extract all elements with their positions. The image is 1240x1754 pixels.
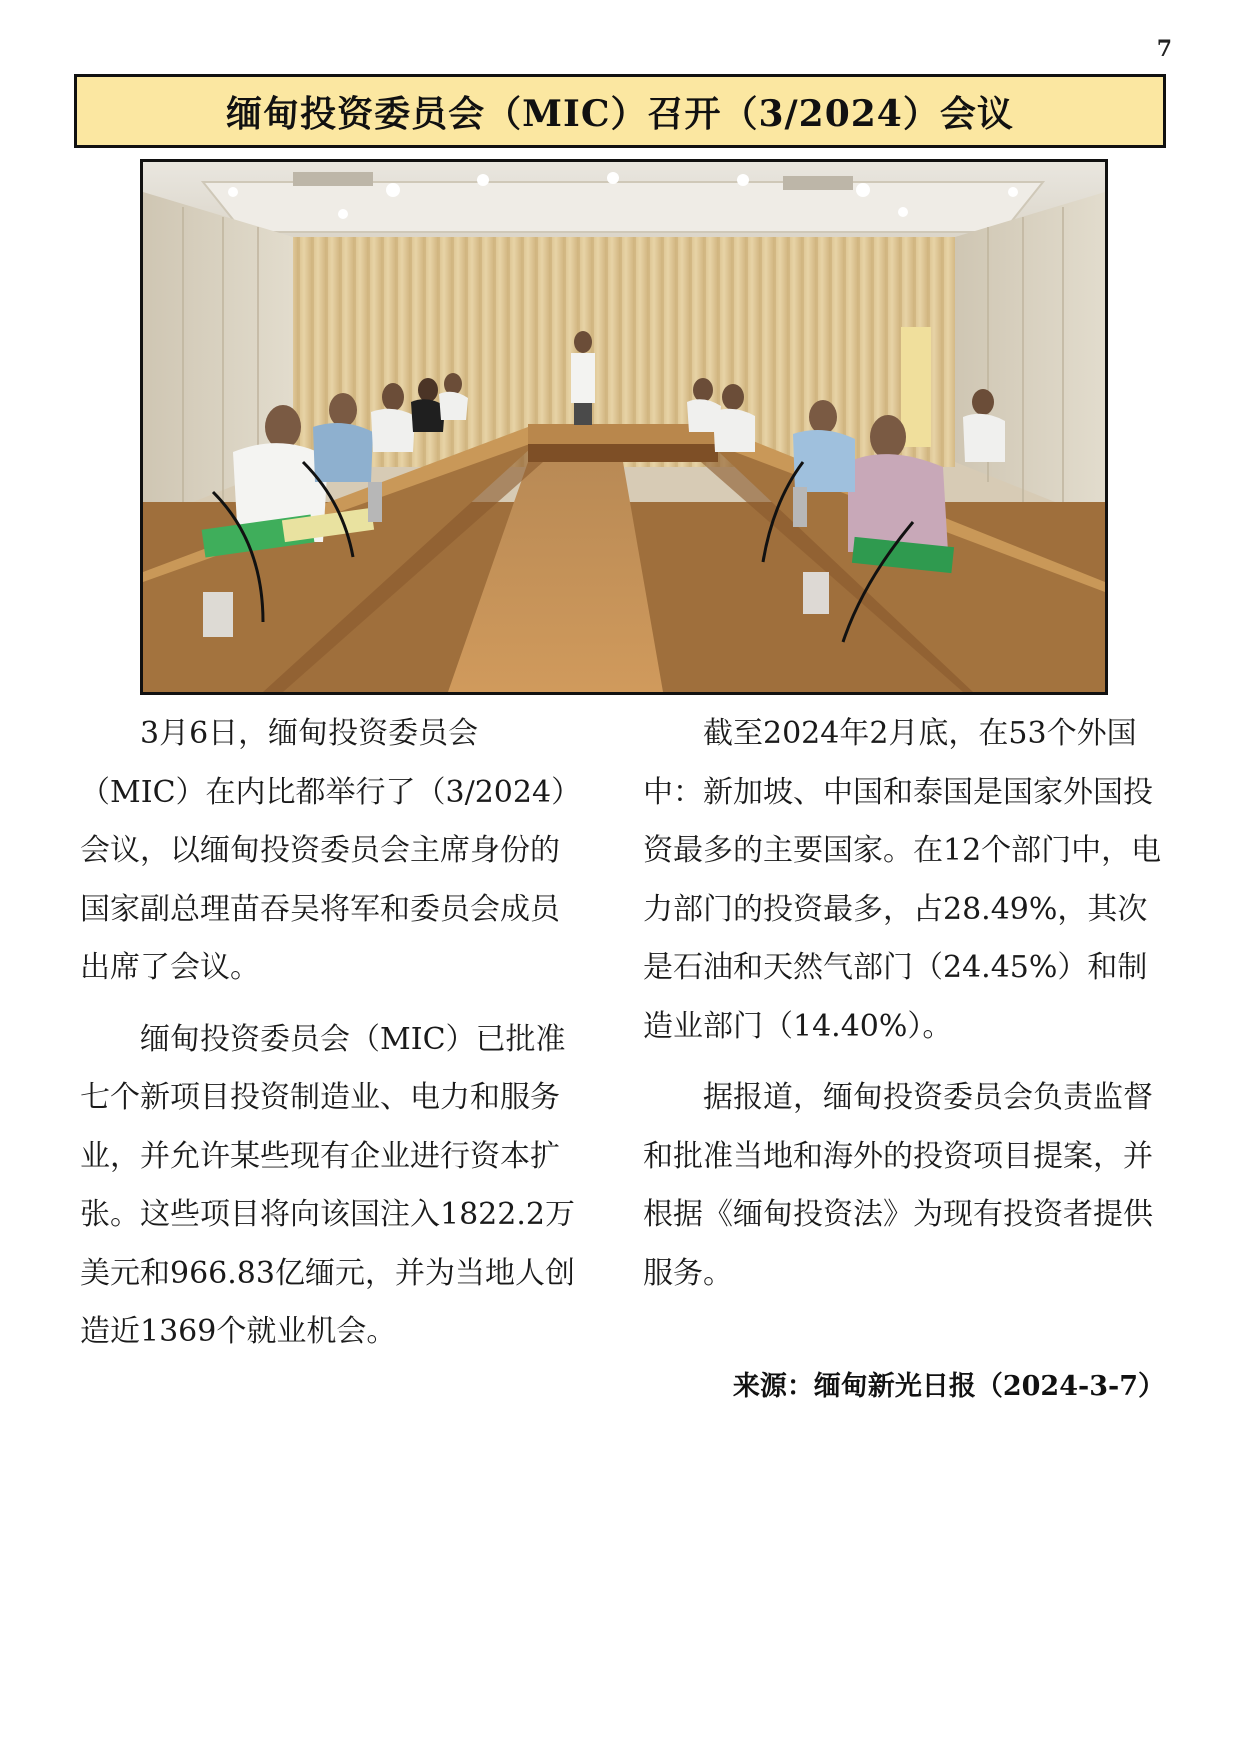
meeting-room-illustration bbox=[143, 162, 1105, 692]
article-left-column bbox=[80, 705, 585, 1375]
paragraph: 据报道，缅甸投资委员会负责监督和批准当地和海外的投资项目提案，并根据《缅甸投资法》为现有投资者提供服务。 bbox=[643, 1080, 1153, 1291]
article-right-column bbox=[643, 705, 1163, 1316]
article-title: 缅甸投资委员会（MIC）召开（3/2024）会议 bbox=[226, 92, 1014, 135]
meeting-photo bbox=[140, 159, 1108, 695]
paragraph: 3月6日，缅甸投资委员会（MIC）在内比都举行了（3/2024）会议，以缅甸投资委员会主席身份的国家副总理苗吞吴将军和委员会成员出席了会议。 bbox=[80, 716, 582, 985]
title-banner bbox=[74, 74, 1166, 148]
paragraph: 截至2024年2月底，在53个外国中：新加坡、中国和泰国是国家外国投资最多的主要国家。在12个部门中，电力部门的投资最多，占28.49%，其次是石油和天然气部门（24.45%）和制造业部门（14.40%）。 bbox=[643, 716, 1162, 1044]
source-citation: 来源：缅甸新光日报（2024-3-7） bbox=[732, 1371, 1165, 1402]
page-number: 7 bbox=[1156, 36, 1172, 62]
paragraph: 缅甸投资委员会（MIC）已批准七个新项目投资制造业、电力和服务业，并允许某些现有企业进行资本扩张。这些项目将向该国注入1822.2万美元和966.83亿缅元，并为当地人创造近1369个就业机会。 bbox=[80, 1021, 575, 1349]
